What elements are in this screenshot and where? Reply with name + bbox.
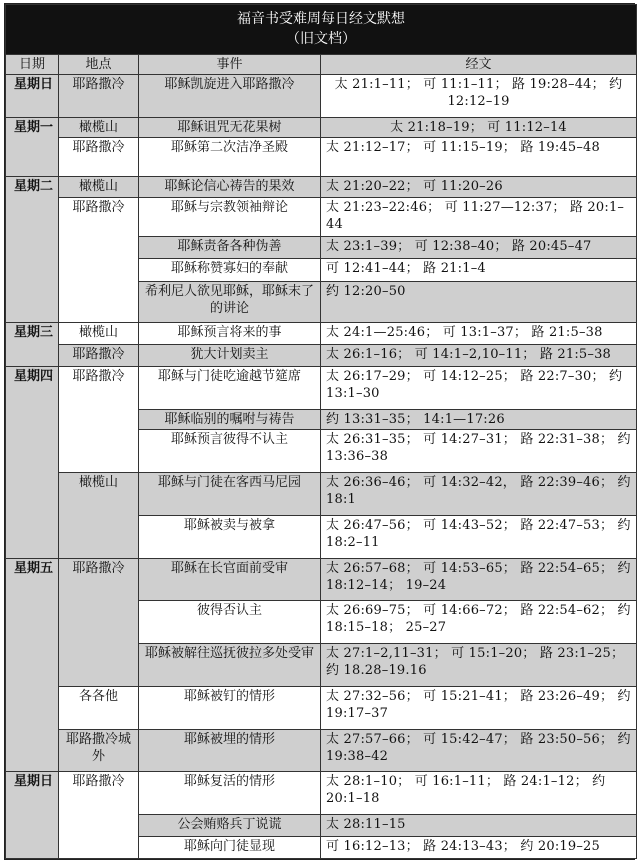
event-cell: 耶稣预言彼得不认主 — [139, 430, 321, 473]
table-row — [6, 729, 637, 772]
event-cell: 耶稣论信心祷告的果效 — [139, 176, 321, 197]
header-row — [6, 54, 637, 74]
scripture-cell: 可 16:12–13； 路 24:13–43； 约 20:19–25 — [321, 836, 637, 858]
location-cell: 耶路撒冷 — [59, 367, 139, 473]
header-date: 日期 — [6, 54, 59, 74]
scripture-table — [5, 4, 637, 859]
scripture-cell: 太 26:69–75； 可 14:66–72； 路 22:54–62； 约 18:15–18； 25–27 — [321, 601, 637, 644]
location-cell: 橄榄山 — [59, 117, 139, 137]
table-row — [6, 198, 637, 237]
event-cell: 耶稣被解往巡抚彼拉多处受审 — [139, 644, 321, 687]
day-cell-friday: 星期五 — [6, 558, 59, 772]
table-row — [6, 473, 637, 516]
scripture-cell: 太 28:11–15 — [321, 815, 637, 836]
scripture-cell: 太 26:57–68； 可 14:53–65； 路 22:54–65； 约 18:12–14； 19–24 — [321, 558, 637, 601]
header-event: 事件 — [139, 54, 321, 74]
table-row — [6, 367, 637, 410]
table-row — [6, 686, 637, 729]
table-title-cell — [6, 5, 637, 55]
event-cell: 耶稣凯旋进入耶路撒冷 — [139, 75, 321, 118]
table-row — [6, 117, 637, 137]
table-row — [6, 176, 637, 197]
event-cell: 耶稣被卖与被拿 — [139, 515, 321, 558]
location-cell: 耶路撒冷城外 — [59, 729, 139, 772]
event-cell: 耶稣与门徒吃逾越节筵席 — [139, 367, 321, 410]
table-row — [6, 75, 637, 118]
scripture-cell: 太 21:1–11； 可 11:1–11； 路 19:28–44； 约 12:12–19 — [321, 75, 637, 118]
scripture-table-document — [4, 3, 635, 860]
scripture-cell: 太 21:20–22； 可 11:20–26 — [321, 176, 637, 197]
day-cell-monday: 星期一 — [6, 117, 59, 176]
event-cell: 犹大计划卖主 — [139, 344, 321, 366]
header-location: 地点 — [59, 54, 139, 74]
table-subtitle: （旧文档） — [286, 31, 356, 48]
event-cell: 耶稣与门徒在客西马尼园 — [139, 473, 321, 516]
scripture-cell: 太 27:32–56； 可 15:21–41； 路 23:26–49； 约 19:17–37 — [321, 686, 637, 729]
scripture-cell: 约 12:20–50 — [321, 281, 637, 322]
event-cell: 耶稣临别的嘱咐与祷告 — [139, 410, 321, 430]
scripture-cell: 太 26:31–35； 可 14:27–31； 路 22:31–38； 约 13:36–38 — [321, 430, 637, 473]
event-cell: 公会贿赂兵丁说谎 — [139, 815, 321, 836]
table-row — [6, 322, 637, 344]
scripture-cell: 太 26:17–29； 可 14:12–25； 路 22:7–30； 约 13:1–30 — [321, 367, 637, 410]
event-cell: 耶稣与宗教领袖辩论 — [139, 198, 321, 237]
scripture-cell: 太 21:23–22:46； 可 11:27—12:37； 路 20:1–44 — [321, 198, 637, 237]
scripture-cell: 太 26:1–16； 可 14:1–2,10–11； 路 21:5–38 — [321, 344, 637, 366]
table-title: 福音书受难周每日经文默想 — [237, 11, 405, 28]
scripture-cell: 太 26:47–56； 可 14:43–52； 路 22:47–53； 约 18:2–11 — [321, 515, 637, 558]
location-cell: 耶路撒冷 — [59, 772, 139, 859]
location-cell: 耶路撒冷 — [59, 344, 139, 366]
day-cell-tuesday: 星期二 — [6, 176, 59, 322]
scripture-cell: 太 27:1–2,11–31； 可 15:1–20； 路 23:1–25； 约 18.28–19.16 — [321, 644, 637, 687]
event-cell: 耶稣责备各种伪善 — [139, 237, 321, 259]
scripture-cell: 太 27:57–66； 可 15:42–47； 路 23:50–56； 约 19:38–42 — [321, 729, 637, 772]
scripture-cell: 太 24:1—25:46； 可 13:1–37； 路 21:5–38 — [321, 322, 637, 344]
event-cell: 耶稣预言将来的事 — [139, 322, 321, 344]
location-cell: 橄榄山 — [59, 473, 139, 559]
location-cell: 耶路撒冷 — [59, 75, 139, 118]
scripture-cell: 太 28:1–10； 可 16:1–11； 路 24:1–12； 约 20:1–18 — [321, 772, 637, 815]
scripture-cell: 太 21:12–17； 可 11:15–19； 路 19:45–48 — [321, 138, 637, 177]
event-cell: 耶稣被埋的情形 — [139, 729, 321, 772]
event-cell: 耶稣诅咒无花果树 — [139, 117, 321, 137]
table-row — [6, 344, 637, 366]
location-cell: 耶路撒冷 — [59, 558, 139, 686]
scripture-cell: 约 13:31–35； 14:1—17:26 — [321, 410, 637, 430]
day-cell-wednesday: 星期三 — [6, 322, 59, 367]
table-row — [6, 772, 637, 815]
event-cell: 耶稣第二次洁净圣殿 — [139, 138, 321, 177]
event-cell: 耶稣被钉的情形 — [139, 686, 321, 729]
location-cell: 耶路撒冷 — [59, 198, 139, 322]
location-cell: 各各他 — [59, 686, 139, 729]
table-row — [6, 558, 637, 601]
event-cell: 耶稣复活的情形 — [139, 772, 321, 815]
event-cell: 耶稣向门徒显现 — [139, 836, 321, 858]
event-cell: 希利尼人欲见耶稣，耶稣末了的讲论 — [139, 281, 321, 322]
header-scripture: 经文 — [321, 54, 637, 74]
day-cell-sunday: 星期日 — [6, 75, 59, 118]
event-cell: 彼得否认主 — [139, 601, 321, 644]
scripture-cell: 太 21:18–19； 可 11:12–14 — [321, 117, 637, 137]
location-cell: 橄榄山 — [59, 176, 139, 197]
scripture-cell: 太 23:1–39； 可 12:38–40； 路 20:45–47 — [321, 237, 637, 259]
location-cell: 耶路撒冷 — [59, 138, 139, 177]
event-cell: 耶稣在长官面前受审 — [139, 558, 321, 601]
title-row — [6, 5, 637, 55]
event-cell: 耶稣称赞寡妇的奉献 — [139, 259, 321, 281]
scripture-cell: 太 26:36–46； 可 14:32–42， 路 22:39–46； 约 18:1 — [321, 473, 637, 516]
day-cell-sunday-resurrection: 星期日 — [6, 772, 59, 859]
location-cell: 橄榄山 — [59, 322, 139, 344]
day-cell-thursday: 星期四 — [6, 367, 59, 558]
table-row — [6, 138, 637, 177]
scripture-cell: 可 12:41–44； 路 21:1–4 — [321, 259, 637, 281]
